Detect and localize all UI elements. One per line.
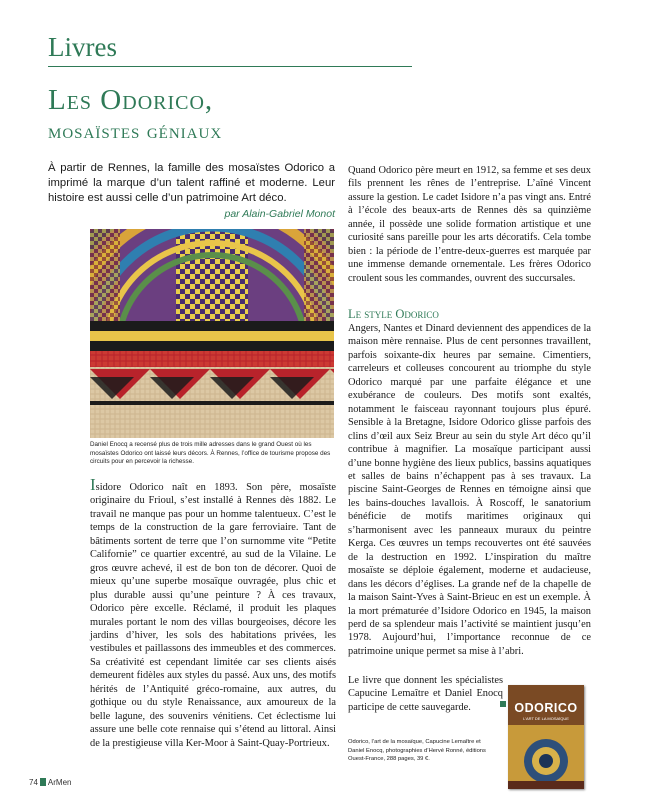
folio-bar — [40, 778, 46, 786]
book-caption: Odorico, l’art de la mosaïque, Capucine Lemaître et Daniel Enocq, photographies d’Hervé Ronné, éditions Ouest-France, 288 pages, 39 €. — [348, 739, 486, 762]
byline: par Alain-Gabriel Monot — [224, 208, 335, 220]
article-subtitle: mosaïstes géniaux — [48, 118, 223, 143]
book-cover-subtitle: L’ART DE LA MOSAÏQUE — [523, 716, 569, 721]
intro-paragraph: À partir de Rennes, la famille des mosaïstes Odorico a imprimé la marque d’un talent raffiné et moderne. Leur histoire est aussi celle d’un patrimoine Art déco. — [48, 162, 335, 204]
column-b-part2: Angers, Nantes et Dinard deviennent des appendices de la maison mère rennaise. Plus de cent personnes travaillent, parfois soixante-dix heures par semaine. Cimentiers, carreleurs et colleuses concourent au triomphe du style Odorico marqué par une parfaite élégance et une exubérance de couleurs. Des motifs sont exaltés, notamment le faisceau rayonnant toujours plus épuré. Sensible à la Bretagne, Isidore Odorico glisse parfois des clins d’œil aux Seiz Breur au sein du style Art déco qu’il contribue à magnifier. La mosaïque participant aussi d’une bonne hygiène des lieux publics, bassins aquatiques et salles de bains n’échappent pas à ses travaux. La piscine Saint-Georges de Rennes en témoigne ainsi que les bains-douches lavallois. À Roscoff, le sanatorium bénéficie de motifs maritimes originaux qui s’harmonisent avec les panneaux muraux du peintre Kerga. Ces œuvres un temps recouvertes ont été sauvées de la destruction en 1992. L’inspiration du maître mosaïste se déploie également, moderne et audacieuse, dans les décors d’églises. La grande nef de la chapelle de la maison Saint-Yves à Saint-Brieuc en est un exemple. À la mort prématurée d’Isidore Odorico en 1945, la maison perd de sa splendeur mais l’activité se maintient jusqu’en 1978. Aujourd’hui, l’importance reconnue de ce patrimoine unique permet sa mise à l’abri. — [348, 323, 591, 657]
subheading: Le style Odorico — [348, 307, 439, 321]
column-b-part3: Le livre que donnent les spécialistes Capucine Lemaître et Daniel Enocq participe de cette sauvegarde. — [348, 675, 503, 713]
page-folio — [29, 778, 71, 787]
end-mark — [500, 701, 506, 707]
article-title: Les Odorico, — [48, 84, 214, 116]
column-b-part1: Quand Odorico père meurt en 1912, sa femme et ses deux fils prennent les rênes de l’entreprise. L’aîné Vincent assure la gestion. Le cadet Isidore n’a pas vingt ans. Entré à l’école des beaux-arts de Rennes dès sa quinzième année, il possède une solide formation artistique et une curiosité sans pareille pour les arts décoratifs. Cela tombe bien : la période de l’entre-deux-guerres est marquée par une immense demande ornementale. Les frères Odorico croulent sous les commandes, ouvrent des succursales. — [348, 165, 591, 284]
drop-cap: I — [90, 475, 96, 494]
magazine-name: ArMen — [47, 778, 72, 787]
column-a-text: sidore Odorico naît en 1893. Son père, mosaïste originaire du Frioul, s’est installé à Rennes dès 1882. Le travail ne manque pas pour un homme talentueux. C’est le temps de la construction de la gare ferroviaire. Tant de bâtiments sortent de terre que l’on surnomme vite “Petite Californie” ce quartier excentré, au sud de la Vilaine. Le gros œuvre achevé, il est de bon ton de décorer. Quoi de mieux qu’une superbe mosaïque ouvragée, plus chic et plus durable aussi qu’une peinture ? À ces travaux, Odorico père excelle. Réclamé, il produit les plaques murales portant le nom des villas bourgeoises, décore les jardins d’hiver, les sols des habitations privées, les vestibules et paillassons des immeubles et des commerces. Sa créativité est cependant limitée car ses clients aisés demeurent fidèles aux styles du passé. Aux uns, des motifs hérités de l’Antiquité gréco-romaine, aux autres, du gothique ou du style Renaissance, aux amoureux de la belle lagune, des souvenirs vénitiens. Cet éclectisme lui assure une belle cote rennaise qui s’étend au littoral. Ainsi de la prestigieuse villa Ker-Moor à Saint-Quay-Portrieux. — [90, 482, 336, 749]
column-a — [90, 475, 336, 750]
page-number: 74 — [29, 778, 38, 787]
photo-caption: Daniel Enocq a recensé plus de trois mille adresses dans le grand Ouest où les mosaïstes Odorico ont laissé leurs décors. À Rennes, l’office de tourisme propose des circuits pour en percevoir la richesse. — [90, 441, 331, 465]
section-title: Livres — [48, 32, 117, 62]
book-cover-title: ODORICO — [514, 701, 578, 715]
section-rule — [48, 66, 412, 67]
book-cover — [508, 685, 584, 789]
mosaic-photo — [90, 229, 334, 438]
